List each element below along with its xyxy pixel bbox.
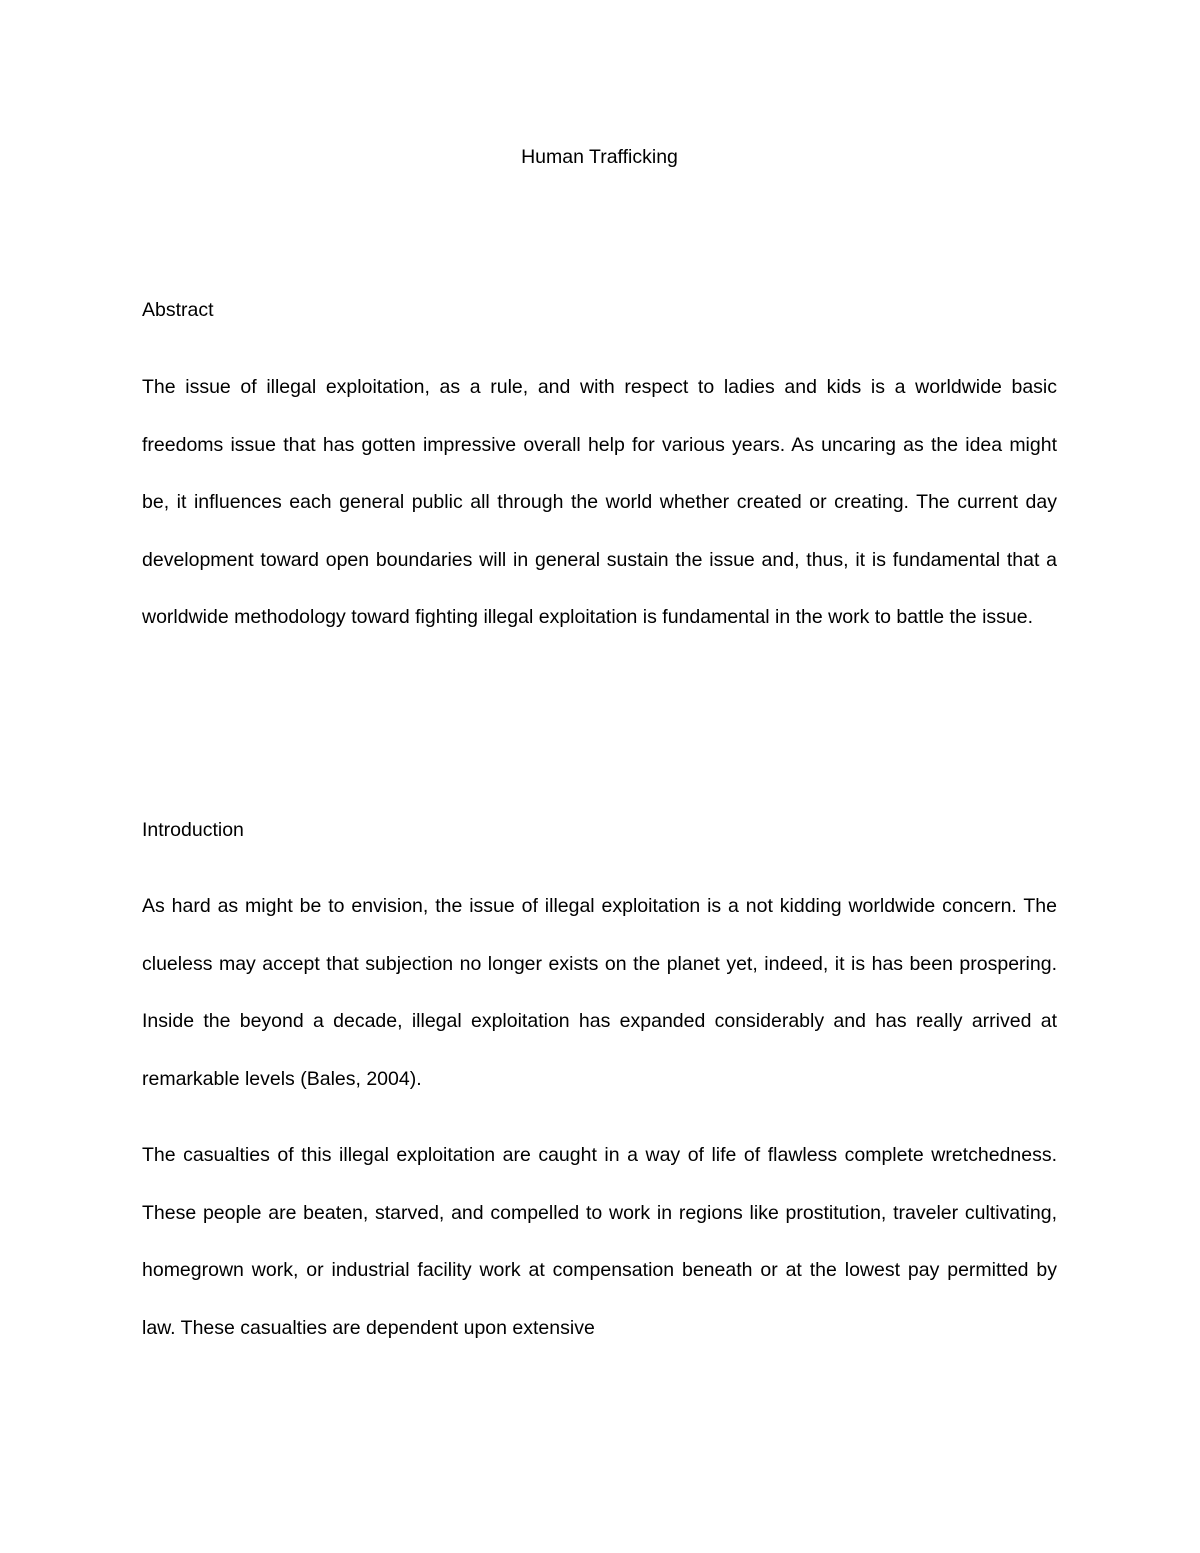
section-heading-abstract: Abstract bbox=[142, 299, 214, 321]
introduction-paragraph-2: The casualties of this illegal exploitation are caught in a way of life of flawless complete wretchedness. These people are beaten, starved, and compelled to work in regions like prostitution, traveler cultivating, homegrown work, or industrial facility work at compensation beneath or at the lowest pay permitted by law. These casualties are dependent upon extensive bbox=[142, 1144, 1057, 1339]
section-heading-introduction: Introduction bbox=[142, 819, 244, 841]
abstract-paragraph: The issue of illegal exploitation, as a rule, and with respect to ladies and kids is a worldwide basic freedoms issue that has gotten impressive overall help for various years. As uncaring as the idea might be, it influences each general public all through the world whether created or creating. The current day development toward open boundaries will in general sustain the issue and, thus, it is fundamental that a worldwide methodology toward fighting illegal exploitation is fundamental in the work to battle the issue. bbox=[142, 376, 1057, 628]
introduction-paragraph-1: As hard as might be to envision, the issue of illegal exploitation is a not kidding worldwide concern. The clueless may accept that subjection no longer exists on the planet yet, indeed, it is has been prospering. Inside the beyond a decade, illegal exploitation has expanded considerably and has really arrived at remarkable levels (Bales, 2004). bbox=[142, 895, 1057, 1090]
document-title: Human Trafficking bbox=[521, 146, 678, 168]
